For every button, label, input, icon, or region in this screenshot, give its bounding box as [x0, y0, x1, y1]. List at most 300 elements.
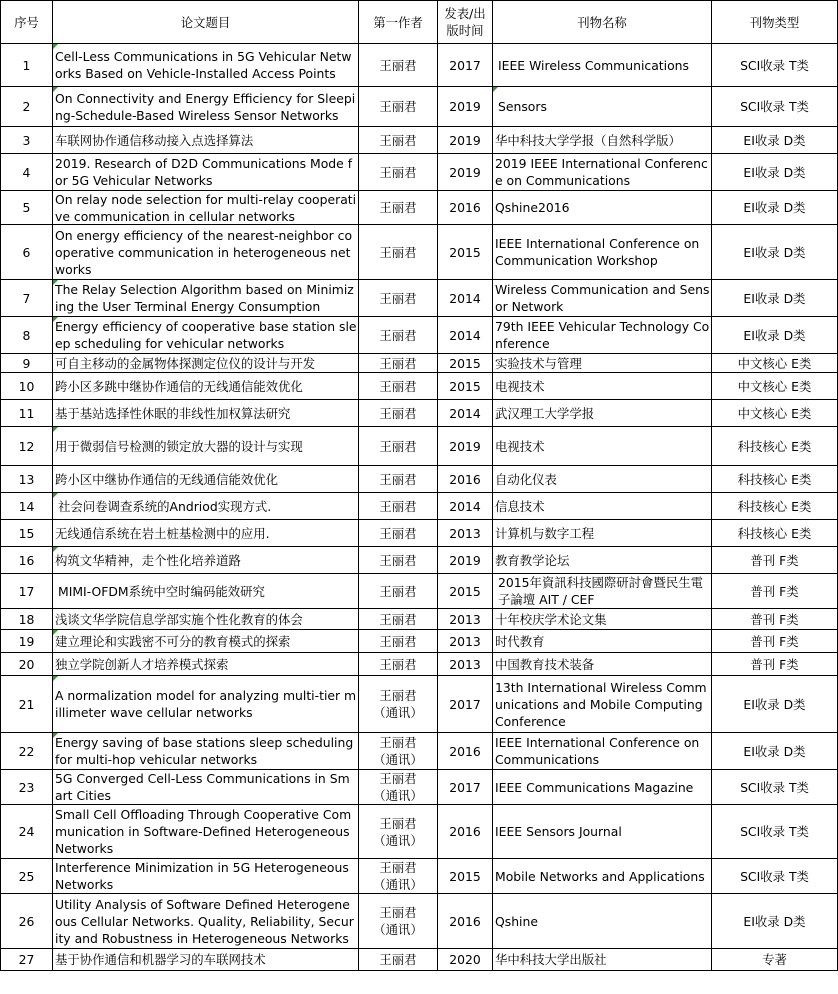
journal-type: EI收录 D类 [743, 743, 806, 759]
publish-year: 2015 [449, 378, 481, 394]
first-author: 王丽君 [379, 952, 417, 967]
publish-year: 2016 [449, 200, 481, 215]
row-number: 23 [18, 779, 35, 795]
row-number-cell [1, 653, 53, 676]
first-author-cell [359, 191, 438, 225]
publish-year: 2013 [449, 633, 481, 649]
publish-year: 2015 [449, 355, 481, 371]
journal-type-cell [712, 373, 838, 400]
first-author: 王丽君 [379, 688, 417, 703]
journal-name: 计算机与数字工程 [495, 525, 595, 541]
table-row [1, 520, 838, 547]
journal-type: EI收录 D类 [743, 244, 806, 260]
row-number: 13 [18, 471, 35, 487]
first-author: 王丽君 [379, 290, 417, 306]
header-type: 刊物类型 [712, 1, 838, 44]
row-number: 21 [18, 696, 35, 712]
header-row [1, 1, 838, 44]
paper-title-cell [53, 317, 359, 354]
journal-type-cell [712, 770, 838, 805]
journal-type-cell [712, 44, 838, 87]
publish-year-cell [438, 805, 493, 859]
journal-name: Qshine [495, 913, 538, 929]
journal-type-cell [712, 191, 838, 225]
journal-name-cell [493, 225, 712, 280]
table-row [1, 373, 838, 400]
journal-type-cell [712, 400, 838, 427]
row-number: 8 [22, 327, 31, 343]
paper-title-cell [53, 630, 359, 653]
first-author: 王丽君 [379, 327, 417, 343]
publish-year: 2016 [449, 471, 481, 487]
publish-year: 2019 [449, 438, 481, 454]
paper-title: Energy saving of base stations sleep scheduling for multi-hop vehicular networks [55, 735, 354, 767]
author-note: （通讯） [373, 832, 423, 848]
first-author: 王丽君 [379, 99, 417, 114]
first-author-cell [359, 547, 438, 574]
paper-title-cell [53, 493, 359, 520]
journal-type-cell [712, 547, 838, 574]
paper-title-cell [53, 427, 359, 466]
first-author-cell [359, 317, 438, 354]
journal-name: 79th IEEE Vehicular Technology Conference [495, 319, 710, 351]
paper-title: 浅谈文华学院信息学部实施个性化教育的体会 [55, 611, 303, 627]
journal-name-cell [493, 427, 712, 466]
journal-type: 专著 [762, 952, 787, 967]
first-author: 王丽君 [379, 735, 417, 750]
row-number-cell [1, 317, 53, 354]
first-author: 王丽君 [379, 583, 417, 599]
publish-year-cell [438, 225, 493, 280]
journal-type-cell [712, 427, 838, 466]
row-number: 17 [18, 583, 35, 599]
journal-type: SCI收录 T类 [740, 868, 809, 884]
row-number: 5 [22, 200, 31, 215]
journal-name: IEEE Communications Magazine [495, 779, 694, 795]
first-author: 王丽君 [379, 378, 417, 394]
paper-title-cell [53, 191, 359, 225]
table-row [1, 547, 838, 574]
journal-type-cell [712, 317, 838, 354]
first-author-cell [359, 493, 438, 520]
first-author: 王丽君 [379, 164, 417, 180]
row-number: 11 [18, 405, 35, 421]
journal-type: SCI收录 T类 [740, 824, 809, 839]
paper-title: 社会问卷调查系统的Andriod实现方式. [58, 498, 272, 514]
first-author: 王丽君 [379, 860, 417, 875]
publish-year: 2014 [449, 327, 481, 343]
journal-type: 科技核心 E类 [737, 525, 812, 541]
publish-year: 2014 [449, 498, 481, 514]
paper-title: 2019. Research of D2D Communications Mode for 5G Vehicular Networks [55, 156, 353, 188]
journal-type: 普刊 F类 [750, 656, 799, 672]
journal-type: 普刊 F类 [750, 583, 799, 599]
row-number-cell [1, 191, 53, 225]
table-row [1, 225, 838, 280]
first-author-cell [359, 770, 438, 805]
paper-title-cell [53, 154, 359, 191]
journal-name-cell [493, 127, 712, 154]
publish-year-cell [438, 427, 493, 466]
journal-name-cell [493, 317, 712, 354]
journal-name-cell [493, 630, 712, 653]
publish-year-cell [438, 676, 493, 733]
journal-name: Qshine2016 [495, 200, 570, 215]
row-number-cell [1, 770, 53, 805]
journal-name-cell [493, 87, 712, 127]
publish-year: 2014 [449, 290, 481, 306]
journal-name: 电视技术 [495, 378, 545, 394]
first-author-cell [359, 87, 438, 127]
journal-type-cell [712, 154, 838, 191]
paper-title: On Connectivity and Energy Efficiency for Sleeping-Schedule-Based Wireless Sensor Networks [55, 90, 356, 123]
paper-title: 跨小区多跳中继协作通信的无线通信能效优化 [55, 378, 303, 394]
paper-title: 基于协作通信和机器学习的车联网技术 [55, 952, 266, 967]
table-row [1, 609, 838, 630]
paper-title-cell [53, 805, 359, 859]
row-number-cell [1, 630, 53, 653]
first-author: 王丽君 [379, 498, 417, 514]
paper-title-cell [53, 87, 359, 127]
first-author-cell [359, 733, 438, 770]
journal-name-cell [493, 400, 712, 427]
paper-title-cell [53, 225, 359, 280]
table-row [1, 894, 838, 949]
table-row [1, 805, 838, 859]
paper-title: 5G Converged Cell-Less Communications in Smart Cities [55, 771, 350, 803]
journal-name: Mobile Networks and Applications [495, 868, 705, 884]
header-title: 论文题目 [53, 1, 359, 44]
journal-type: EI收录 D类 [743, 164, 806, 180]
row-number: 19 [18, 633, 35, 649]
first-author-cell [359, 427, 438, 466]
paper-title: Cell-Less Communications in 5G Vehicular Networks Based on Vehicle-Installed Access Points [55, 49, 352, 81]
row-number-cell [1, 127, 53, 154]
row-number-cell [1, 44, 53, 87]
journal-name: 信息技术 [495, 498, 545, 514]
row-number: 1 [22, 57, 31, 73]
journal-name-cell [493, 191, 712, 225]
first-author-cell [359, 373, 438, 400]
table-row [1, 574, 838, 609]
journal-type: 中文核心 E类 [737, 405, 812, 421]
row-number: 14 [18, 498, 35, 514]
publish-year-cell [438, 280, 493, 317]
publish-year-cell [438, 653, 493, 676]
paper-title-cell [53, 859, 359, 894]
journal-type-cell [712, 676, 838, 733]
paper-title-cell [53, 127, 359, 154]
first-author-cell [359, 653, 438, 676]
row-number: 12 [18, 438, 35, 454]
first-author-cell [359, 154, 438, 191]
row-number: 15 [18, 525, 35, 541]
journal-name: IEEE International Conference on Communication Workshop [495, 236, 700, 268]
publish-year: 2019 [449, 132, 481, 148]
row-number: 10 [18, 378, 35, 394]
row-number-cell [1, 427, 53, 466]
row-number: 24 [18, 824, 35, 839]
publish-year-cell [438, 191, 493, 225]
paper-title-cell [53, 44, 359, 87]
publish-year: 2015 [449, 583, 481, 599]
author-note: （通讯） [373, 877, 423, 892]
publish-year-cell [438, 894, 493, 949]
row-number-cell [1, 949, 53, 971]
author-note: （通讯） [373, 752, 423, 767]
publish-year-cell [438, 520, 493, 547]
row-number-cell [1, 676, 53, 733]
table-row [1, 400, 838, 427]
first-author: 王丽君 [379, 656, 417, 672]
journal-type: EI收录 D类 [743, 696, 806, 712]
publish-year-cell [438, 859, 493, 894]
journal-type-cell [712, 949, 838, 971]
publish-year-cell [438, 733, 493, 770]
journal-name-cell [493, 653, 712, 676]
row-number: 4 [22, 164, 31, 180]
first-author-cell [359, 805, 438, 859]
first-author: 王丽君 [379, 552, 417, 568]
journal-name: 2015年資訊科技國際研討會暨民生電子論壇 AIT / CEF [498, 575, 704, 607]
journal-type-cell [712, 805, 838, 859]
first-author: 王丽君 [379, 405, 417, 421]
journal-type: 普刊 F类 [750, 552, 799, 568]
first-author: 王丽君 [379, 244, 417, 260]
journal-name-cell [493, 949, 712, 971]
row-number-cell [1, 859, 53, 894]
paper-title-cell [53, 949, 359, 971]
journal-type-cell [712, 493, 838, 520]
header-year-label: 发表/出版时间 [444, 6, 486, 38]
journal-name-cell [493, 859, 712, 894]
journal-type-cell [712, 609, 838, 630]
row-number-cell [1, 520, 53, 547]
journal-name: Wireless Communication and Sensor Network [495, 282, 710, 314]
paper-title-cell [53, 574, 359, 609]
first-author: 王丽君 [379, 132, 417, 148]
publish-year: 2019 [449, 164, 481, 180]
journal-name: 时代教育 [495, 633, 545, 649]
journal-type: SCI收录 T类 [740, 57, 809, 73]
publish-year: 2020 [449, 952, 481, 967]
paper-title-cell [53, 653, 359, 676]
first-author-cell [359, 466, 438, 493]
journal-name: 教育教学论坛 [495, 552, 570, 568]
table-row [1, 280, 838, 317]
first-author: 王丽君 [379, 525, 417, 541]
row-number-cell [1, 733, 53, 770]
publish-year: 2016 [449, 913, 481, 929]
journal-type: 中文核心 E类 [737, 355, 812, 371]
paper-title-cell [53, 894, 359, 949]
row-number-cell [1, 87, 53, 127]
paper-title: The Relay Selection Algorithm based on Minimizing the User Terminal Energy Consumption [55, 282, 354, 314]
journal-name: 华中科技大学出版社 [495, 952, 607, 967]
journal-type: 普刊 F类 [750, 611, 799, 627]
first-author: 王丽君 [379, 355, 417, 371]
publish-year: 2016 [449, 743, 481, 759]
first-author-cell [359, 949, 438, 971]
paper-title-cell [53, 466, 359, 493]
journal-name-cell [493, 894, 712, 949]
journal-type-cell [712, 466, 838, 493]
journal-name-cell [493, 466, 712, 493]
publish-year: 2015 [449, 868, 481, 884]
table-row [1, 191, 838, 225]
journal-name: IEEE Sensors Journal [495, 824, 622, 839]
table-row [1, 466, 838, 493]
first-author-cell [359, 44, 438, 87]
first-author-cell [359, 520, 438, 547]
paper-title: Interference Minimization in 5G Heterogeneous Networks [55, 860, 349, 892]
first-author-cell [359, 609, 438, 630]
row-number: 16 [18, 552, 35, 568]
paper-title-cell [53, 354, 359, 373]
publish-year: 2016 [449, 824, 481, 839]
publish-year-cell [438, 609, 493, 630]
journal-type: EI收录 D类 [743, 327, 806, 343]
row-number-cell [1, 805, 53, 859]
first-author-cell [359, 676, 438, 733]
journal-name-cell [493, 733, 712, 770]
journal-type: 普刊 F类 [750, 633, 799, 649]
table-row [1, 44, 838, 87]
row-number-cell [1, 894, 53, 949]
publish-year-cell [438, 547, 493, 574]
paper-title: Energy efficiency of cooperative base station sleep scheduling for vehicular networks [55, 319, 357, 351]
first-author: 王丽君 [379, 200, 417, 215]
table-row [1, 733, 838, 770]
publish-year-cell [438, 354, 493, 373]
table-row [1, 676, 838, 733]
first-author-cell [359, 574, 438, 609]
paper-title: 车联网协作通信移动接入点选择算法 [55, 132, 254, 148]
journal-name: 实验技术与管理 [495, 355, 582, 371]
journal-type-cell [712, 87, 838, 127]
journal-type: SCI收录 T类 [740, 779, 809, 795]
first-author: 王丽君 [379, 771, 417, 786]
paper-title: A normalization model for analyzing multi-tier millimeter wave cellular networks [55, 688, 357, 720]
paper-title-cell [53, 400, 359, 427]
journal-type: EI收录 D类 [743, 290, 806, 306]
journal-name: 十年校庆学术论文集 [495, 611, 607, 627]
first-author-cell [359, 127, 438, 154]
paper-title: 用于微弱信号检测的锁定放大器的设计与实现 [55, 438, 303, 454]
paper-title: On energy efficiency of the nearest-neighbor cooperative communication in heterogeneous networks [55, 227, 353, 277]
publish-year-cell [438, 770, 493, 805]
table-row [1, 317, 838, 354]
row-number: 25 [18, 868, 35, 884]
row-number-cell [1, 354, 53, 373]
table-row [1, 653, 838, 676]
publish-year-cell [438, 44, 493, 87]
header-author: 第一作者 [359, 1, 438, 44]
publish-year: 2014 [449, 405, 481, 421]
publish-year-cell [438, 949, 493, 971]
publish-year-cell [438, 466, 493, 493]
table-row [1, 154, 838, 191]
row-number-cell [1, 547, 53, 574]
row-number-cell [1, 225, 53, 280]
journal-name-cell [493, 280, 712, 317]
table-row [1, 770, 838, 805]
first-author-cell [359, 630, 438, 653]
journal-type-cell [712, 225, 838, 280]
first-author-cell [359, 859, 438, 894]
first-author: 王丽君 [379, 471, 417, 487]
paper-title-cell [53, 770, 359, 805]
first-author-cell [359, 354, 438, 373]
journal-name: IEEE Wireless Communications [498, 57, 689, 73]
row-number-cell [1, 373, 53, 400]
journal-name-cell [493, 609, 712, 630]
journal-name: 13th International Wireless Communications and Mobile Computing Conference [495, 679, 707, 729]
journal-type-cell [712, 127, 838, 154]
publish-year: 2019 [449, 552, 481, 568]
publish-year-cell [438, 574, 493, 609]
first-author-cell [359, 894, 438, 949]
table-row [1, 427, 838, 466]
journal-type-cell [712, 733, 838, 770]
row-number-cell [1, 609, 53, 630]
journal-name: 2019 IEEE International Conference on Communications [495, 156, 708, 188]
journal-name: 自动化仪表 [495, 471, 557, 487]
publish-year: 2013 [449, 525, 481, 541]
author-note: （通讯） [373, 705, 423, 720]
journal-name-cell [493, 770, 712, 805]
publish-year-cell [438, 493, 493, 520]
row-number: 22 [18, 743, 35, 759]
journal-type-cell [712, 859, 838, 894]
paper-title: 无线通信系统在岩土桩基检测中的应用. [55, 525, 270, 541]
row-number: 7 [22, 290, 31, 306]
first-author-cell [359, 225, 438, 280]
publish-year-cell [438, 127, 493, 154]
journal-type-cell [712, 630, 838, 653]
row-number: 20 [18, 656, 35, 672]
first-author: 王丽君 [379, 633, 417, 649]
header-journal: 刊物名称 [493, 1, 712, 44]
first-author-cell [359, 400, 438, 427]
journal-type: EI收录 D类 [743, 913, 806, 929]
journal-name: 中国教育技术装备 [495, 656, 595, 672]
header-year [438, 1, 493, 44]
row-number: 26 [18, 913, 35, 929]
paper-title-cell [53, 373, 359, 400]
row-number: 18 [18, 611, 35, 627]
journal-name-cell [493, 805, 712, 859]
publish-year: 2017 [449, 779, 481, 795]
publish-year: 2013 [449, 611, 481, 627]
journal-name-cell [493, 493, 712, 520]
publish-year: 2013 [449, 656, 481, 672]
first-author-cell [359, 280, 438, 317]
table-row [1, 87, 838, 127]
paper-title-cell [53, 733, 359, 770]
row-number: 6 [22, 244, 31, 260]
paper-title: 跨小区中继协作通信的无线通信能效优化 [55, 471, 279, 487]
journal-type-cell [712, 280, 838, 317]
journal-name-cell [493, 373, 712, 400]
publish-year: 2019 [449, 99, 481, 114]
row-number: 3 [22, 132, 31, 148]
table-row [1, 630, 838, 653]
first-author: 王丽君 [379, 438, 417, 454]
row-number: 9 [22, 355, 31, 371]
publish-year-cell [438, 317, 493, 354]
journal-type: 科技核心 E类 [737, 471, 812, 487]
